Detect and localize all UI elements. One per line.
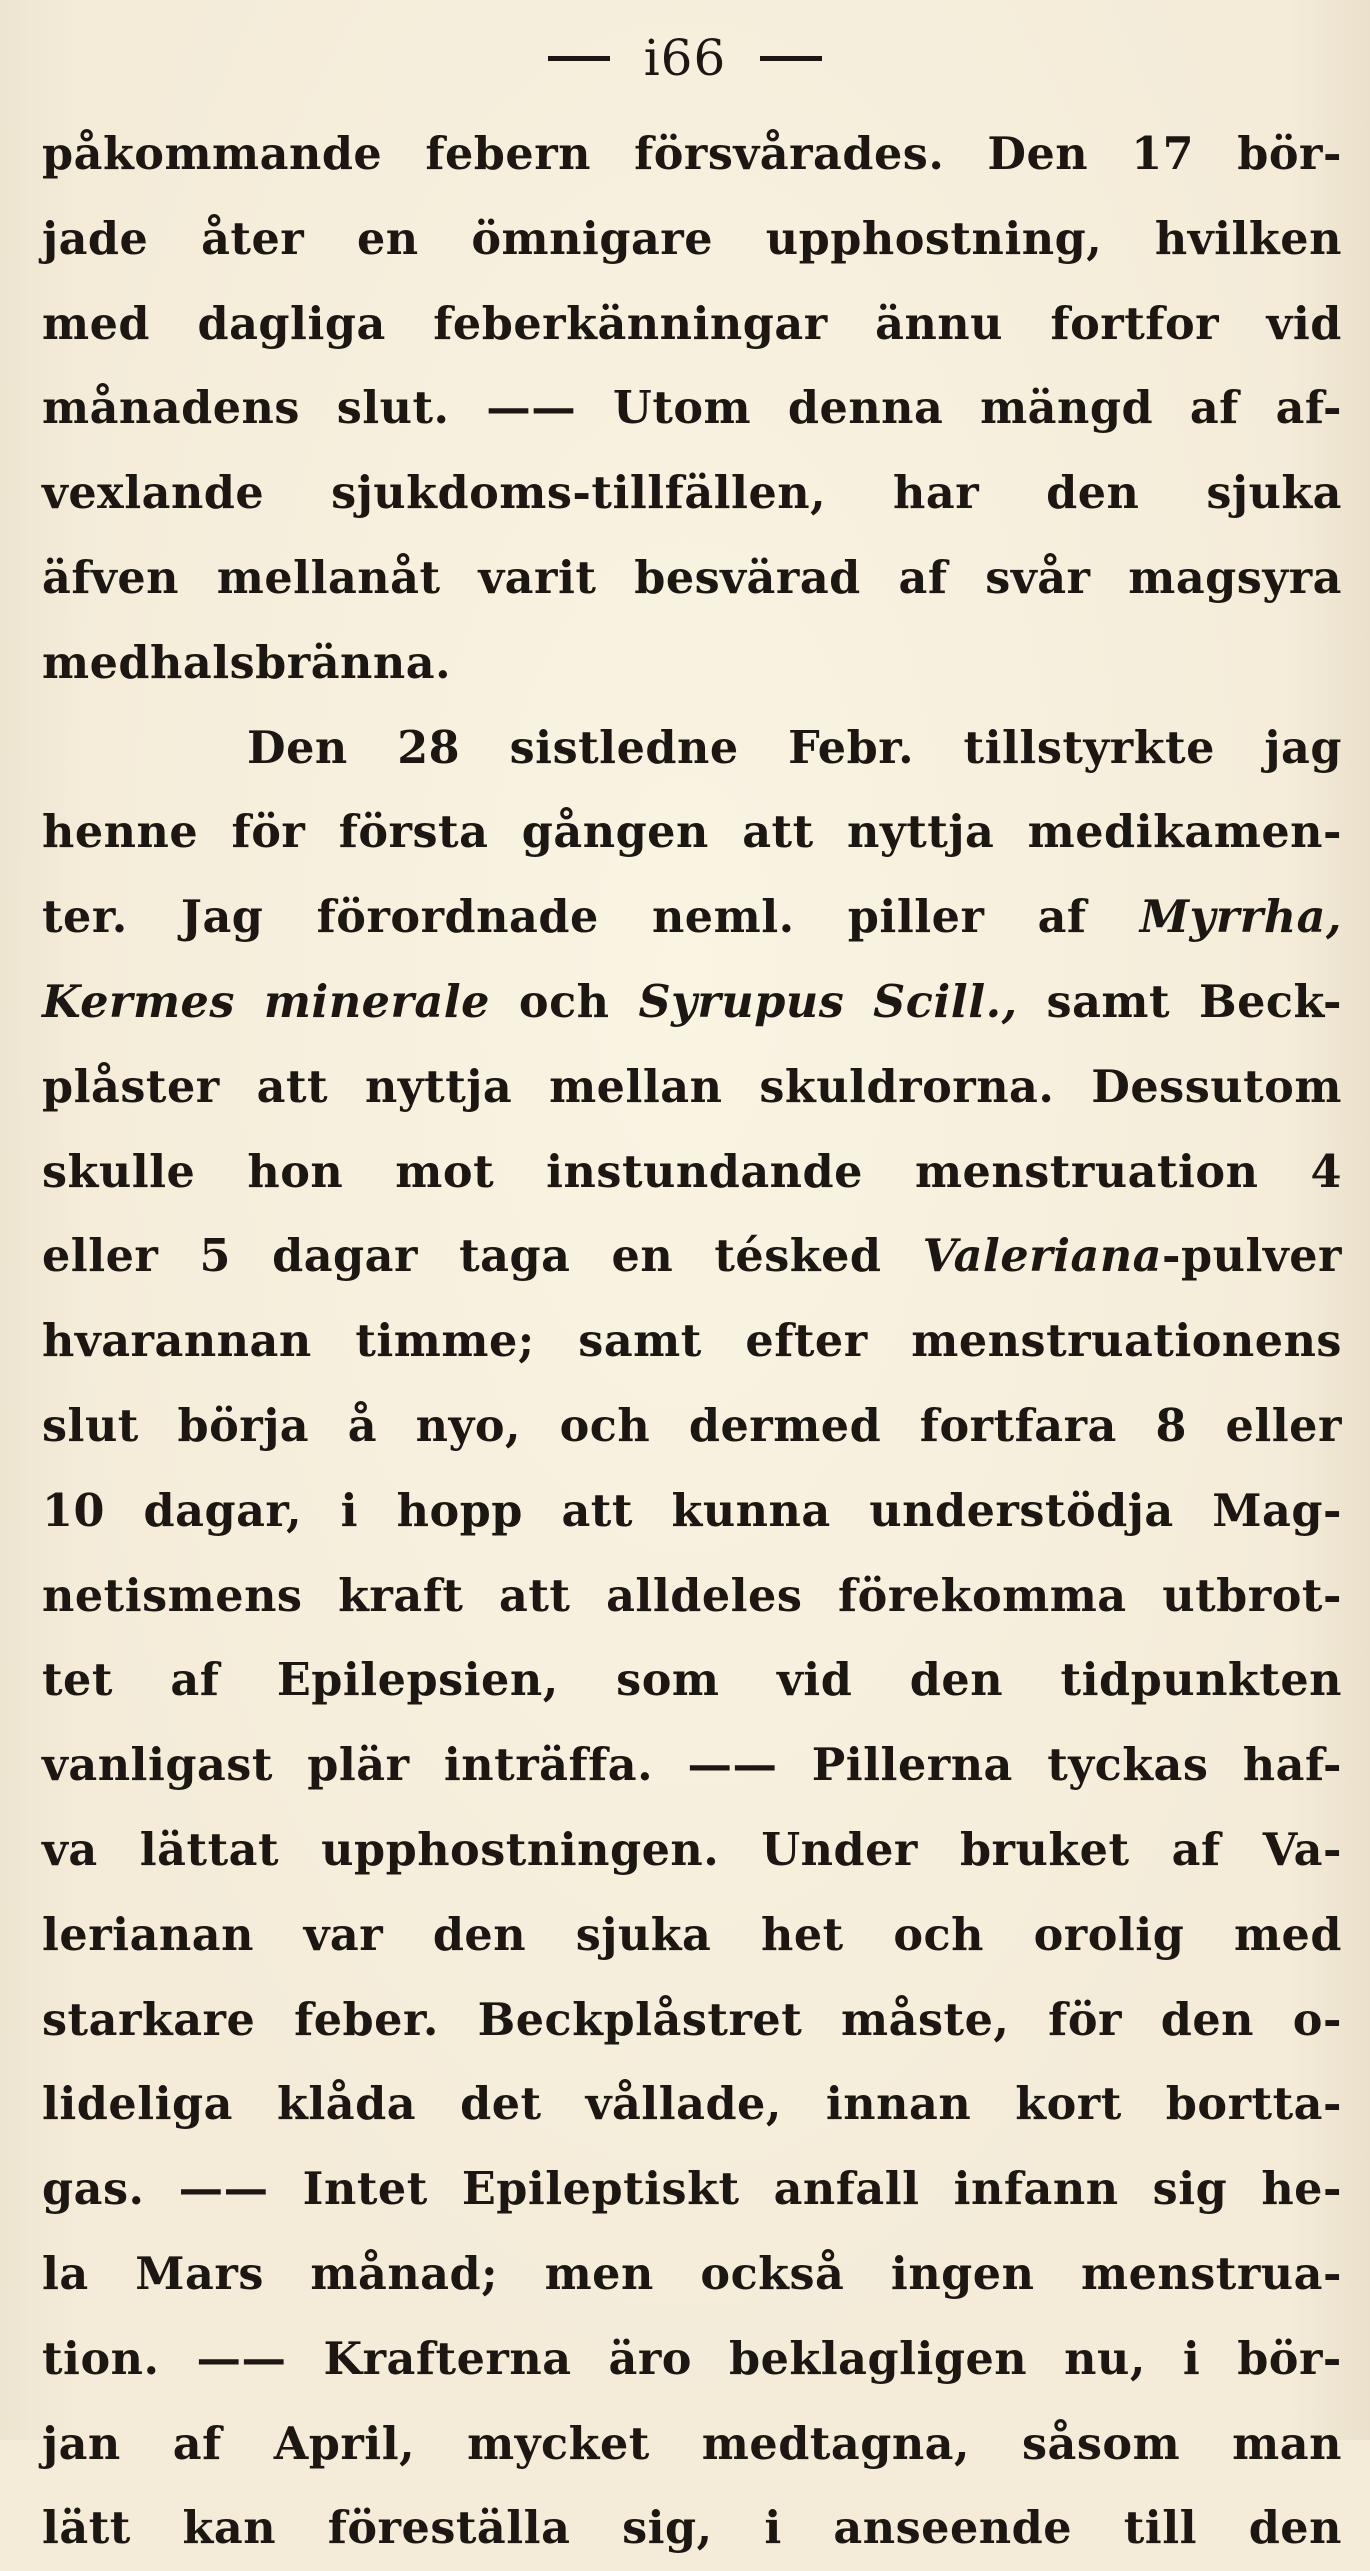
text-word: he-	[1261, 2163, 1342, 2216]
text-word: hon	[247, 1145, 344, 1198]
text-word: vållade,	[585, 2078, 782, 2131]
text-word: den	[909, 1654, 1004, 1707]
text-word: kunna	[671, 1484, 831, 1537]
text-word: Myrrha,	[1139, 891, 1342, 944]
text-word: haf-	[1242, 1739, 1342, 1792]
text-word: Jag	[180, 891, 264, 944]
text-word: af	[1171, 1823, 1221, 1876]
text-line	[42, 282, 1342, 367]
text-word: plär	[307, 1739, 410, 1792]
text-word: 4	[1310, 1145, 1342, 1198]
text-word: vanligast	[42, 1739, 273, 1792]
text-word: taga	[459, 1230, 571, 1283]
text-word: orolig	[1033, 1908, 1185, 1961]
text-word: ömnigare	[471, 212, 714, 265]
text-line	[42, 197, 1342, 282]
text-word: den	[432, 1908, 527, 1961]
text-word: dagliga	[197, 297, 386, 350]
text-word: bortta-	[1165, 2078, 1342, 2131]
text-word: Valeriana-pulver	[922, 1230, 1342, 1283]
text-word: Epilepsien,	[276, 1654, 559, 1707]
text-word: innan	[825, 2078, 972, 2131]
text-line	[42, 960, 1342, 1045]
text-line	[42, 451, 1342, 536]
text-line	[42, 1045, 1342, 1130]
text-word: mellanåt	[216, 551, 441, 604]
text-word: ——	[486, 382, 577, 435]
body-text	[42, 112, 1342, 2571]
text-word: efter	[745, 1315, 868, 1368]
text-word: feberkänningar	[433, 297, 828, 350]
text-word: som	[616, 1654, 720, 1707]
text-word: äfven	[42, 551, 179, 604]
text-line	[42, 1130, 1342, 1215]
text-word: med	[1233, 1908, 1342, 1961]
text-word: eller	[42, 1230, 159, 1283]
text-line	[42, 1978, 1342, 2063]
text-word: af	[1189, 382, 1239, 435]
text-word: nyttja	[847, 806, 995, 859]
text-word: har	[893, 467, 980, 520]
text-word: fortfor	[1050, 297, 1220, 350]
text-word: försvårades.	[634, 128, 945, 180]
text-word: ——	[687, 1739, 778, 1792]
text-line	[42, 790, 1342, 875]
text-word: hvarannan	[42, 1315, 312, 1368]
text-line	[42, 1638, 1342, 1723]
text-word: kraft	[338, 1569, 464, 1622]
text-word: ——	[178, 2163, 269, 2216]
text-word: mellan	[549, 1060, 723, 1113]
text-word: piller	[847, 891, 985, 944]
text-word: samt	[578, 1315, 702, 1368]
text-word: det	[460, 2078, 542, 2131]
text-word: magsyra	[1128, 551, 1342, 604]
text-word: Epileptiskt	[461, 2163, 740, 2216]
text-word: sjuka	[1206, 467, 1342, 520]
text-word: Beck-	[1198, 975, 1342, 1028]
text-word: ——	[196, 2332, 287, 2385]
text-line	[42, 2062, 1342, 2147]
text-word: alldeles	[606, 1569, 803, 1622]
text-line	[42, 706, 1342, 791]
text-word: att	[499, 1569, 571, 1622]
text-word: klåda	[277, 2078, 417, 2131]
text-word: medtagna,	[701, 2417, 970, 2470]
text-word: till	[1123, 2502, 1198, 2555]
text-word: denna	[787, 382, 944, 435]
text-word: samt	[1046, 975, 1171, 1028]
text-word: o-	[1292, 1993, 1342, 2046]
text-word: plåster	[42, 1060, 220, 1113]
text-word: af	[170, 1654, 220, 1707]
text-word: påkommande	[42, 128, 383, 180]
text-word: infann	[953, 2163, 1119, 2216]
text-word: halsbränna.	[150, 636, 452, 689]
text-word: het	[761, 1908, 844, 1961]
text-word: och	[559, 1399, 651, 1452]
text-line	[42, 875, 1342, 960]
text-word: månad;	[310, 2247, 499, 2300]
text-line	[42, 1469, 1342, 1554]
text-word: neml.	[651, 891, 795, 944]
text-word: Pillerna	[811, 1739, 1013, 1792]
text-word: 28	[397, 721, 461, 774]
text-word: dagar,	[143, 1484, 303, 1537]
text-word: tillstyrkte	[963, 721, 1215, 774]
text-word: sig,	[622, 2502, 713, 2555]
text-word: tyckas	[1047, 1739, 1209, 1792]
text-word: lättat	[139, 1823, 280, 1876]
text-word: kort	[1015, 2078, 1122, 2131]
text-word: gas.	[42, 2163, 145, 2216]
text-word: ingen	[890, 2247, 1035, 2300]
text-word: besvärad	[634, 551, 861, 604]
text-word: bruket	[959, 1823, 1130, 1876]
text-word: Kermes	[42, 975, 235, 1028]
text-word: i	[1182, 2332, 1201, 2385]
text-word: var	[303, 1908, 384, 1961]
text-word: och	[893, 1908, 984, 1961]
text-word: Utom	[613, 382, 752, 435]
text-word: Scill.,	[873, 975, 1018, 1028]
text-word: vexlande	[42, 467, 265, 520]
text-word: föreställa	[327, 2502, 571, 2555]
text-word: månadens	[42, 382, 300, 435]
text-word: upphostningen.	[321, 1823, 720, 1876]
header-dash-left	[548, 56, 610, 61]
text-word: utbrot-	[1162, 1569, 1342, 1622]
text-word: af	[172, 2417, 222, 2470]
text-word: Dessutom	[1091, 1060, 1342, 1113]
text-word: att	[256, 1060, 329, 1113]
text-line	[42, 1554, 1342, 1639]
text-word: också	[700, 2247, 845, 2300]
text-line	[42, 2147, 1342, 2232]
text-word: börja	[177, 1399, 310, 1452]
text-word: i	[764, 2502, 782, 2555]
text-word: kan	[182, 2502, 277, 2555]
text-word: varit	[478, 551, 597, 604]
text-word: såsom	[1021, 2417, 1181, 2470]
text-word: tésked	[714, 1230, 882, 1283]
text-word: Den	[987, 128, 1089, 180]
text-line	[42, 1808, 1342, 1893]
text-word: mot	[395, 1145, 495, 1198]
running-header	[0, 18, 1370, 98]
text-word: beklagligen	[728, 2332, 1028, 2385]
text-word: understödja	[869, 1484, 1174, 1537]
text-word: April,	[273, 2417, 416, 2470]
text-word: för	[1048, 1993, 1122, 2046]
text-word: sjuka	[575, 1908, 712, 1961]
text-word: förordnade	[316, 891, 599, 944]
text-word: af	[898, 551, 948, 604]
text-word: menstrua-	[1081, 2247, 1342, 2300]
text-word: å	[347, 1399, 378, 1452]
text-word: skuldrorna.	[759, 1060, 1055, 1113]
text-word: den	[1160, 1993, 1255, 2046]
text-word: den	[1046, 467, 1140, 520]
text-word: inträffa.	[443, 1739, 654, 1792]
text-word: 10	[42, 1484, 105, 1537]
text-word: bör-	[1237, 2332, 1342, 2385]
text-word: nu,	[1064, 2332, 1146, 2385]
text-word: en	[356, 212, 419, 265]
text-word: ännu	[875, 297, 1004, 350]
text-word: af	[1037, 891, 1087, 944]
text-word: mängd	[980, 382, 1154, 435]
text-word: men	[544, 2247, 654, 2300]
text-word: dagar	[272, 1230, 418, 1283]
text-word: hvilken	[1154, 212, 1342, 265]
text-word: sjukdoms-tillfällen,	[331, 467, 827, 520]
text-line	[42, 2402, 1342, 2487]
text-line	[42, 1299, 1342, 1384]
text-line	[42, 366, 1342, 451]
text-word: tidpunkten	[1060, 1654, 1342, 1707]
text-word: timme;	[355, 1315, 535, 1368]
text-word: en	[611, 1230, 674, 1283]
text-word: menstruation	[914, 1145, 1259, 1198]
text-word: att	[742, 806, 814, 859]
text-word: febern	[425, 128, 591, 180]
text-word: med	[42, 636, 151, 689]
text-word: dermed	[688, 1399, 882, 1452]
text-word: nyttja	[364, 1060, 513, 1113]
text-word: starkare	[42, 1993, 256, 2046]
text-word: henne	[42, 806, 199, 859]
text-word: Intet	[302, 2163, 428, 2216]
text-line	[42, 2317, 1342, 2402]
text-word: 17	[1131, 128, 1195, 180]
text-word: netismens	[42, 1569, 303, 1622]
text-word: tet	[42, 1654, 113, 1707]
text-word: va	[42, 1823, 98, 1876]
text-word: jag	[1264, 721, 1342, 774]
text-word: Under	[761, 1823, 918, 1876]
text-word: menstruationens	[911, 1315, 1342, 1368]
header-dash-right	[760, 56, 822, 61]
text-line	[42, 1893, 1342, 1978]
text-word: Va-	[1262, 1823, 1342, 1876]
text-line	[42, 2232, 1342, 2317]
text-word: af-	[1275, 382, 1342, 435]
text-line	[42, 1384, 1342, 1469]
text-word: sistledne	[509, 721, 739, 774]
text-word: fortfara	[919, 1399, 1117, 1452]
text-word: mycket	[467, 2417, 650, 2470]
text-word: jade	[42, 212, 149, 265]
text-word: äro	[608, 2332, 692, 2385]
text-word: Beckplåstret	[477, 1993, 803, 2046]
text-word: och	[518, 975, 610, 1028]
text-word: medikamen-	[1027, 806, 1342, 859]
text-word: sig	[1152, 2163, 1228, 2216]
text-word: i	[340, 1484, 359, 1537]
text-word: lätt	[42, 2502, 131, 2555]
text-word: för	[231, 806, 306, 859]
text-word: första	[338, 806, 489, 859]
text-word: med	[42, 297, 151, 350]
text-word: Mars	[135, 2247, 264, 2300]
text-word: tion.	[42, 2332, 160, 2385]
text-line	[42, 1723, 1342, 1808]
text-word: anfall	[773, 2163, 920, 2216]
text-word: gången	[521, 806, 709, 859]
text-word: minerale	[263, 975, 490, 1028]
text-word: hopp	[396, 1484, 523, 1537]
text-word: 5	[199, 1230, 231, 1283]
text-word: Mag-	[1212, 1484, 1342, 1537]
text-word: 8	[1155, 1399, 1187, 1452]
text-line	[42, 1214, 1342, 1299]
text-word: lerianan	[42, 1908, 254, 1961]
text-word: Den	[247, 721, 348, 774]
text-word: man	[1232, 2417, 1342, 2470]
text-word: bör-	[1237, 128, 1342, 180]
text-word: slut	[42, 1399, 139, 1452]
text-word: nyo,	[415, 1399, 522, 1452]
text-word: Krafterna	[323, 2332, 572, 2385]
text-word: vid	[776, 1654, 853, 1707]
text-word: svår	[985, 551, 1091, 604]
text-word: skulle	[42, 1145, 196, 1198]
text-word: förekomma	[838, 1569, 1127, 1622]
text-word: anseende	[833, 2502, 1073, 2555]
text-word: vid	[1266, 297, 1342, 350]
text-word: jan	[42, 2417, 121, 2470]
text-line	[42, 112, 1342, 197]
text-word: la	[42, 2247, 89, 2300]
text-word: måste,	[841, 1993, 1010, 2046]
text-word: upphostning,	[765, 212, 1103, 265]
text-word: feber.	[294, 1993, 439, 2046]
text-word: lideliga	[42, 2078, 233, 2131]
text-word: slut.	[336, 382, 450, 435]
text-line	[42, 2486, 1342, 2571]
text-line	[42, 621, 1342, 706]
text-word: den	[1248, 2502, 1342, 2555]
text-word: eller	[1225, 1399, 1342, 1452]
text-word: instundande	[546, 1145, 863, 1198]
text-word: att	[561, 1484, 633, 1537]
page-number: i66	[643, 29, 727, 87]
text-word: ter.	[42, 891, 128, 944]
text-line	[42, 536, 1342, 621]
text-word: Syrupus	[638, 975, 845, 1028]
text-word: åter	[201, 212, 305, 265]
text-word: Febr.	[788, 721, 915, 774]
